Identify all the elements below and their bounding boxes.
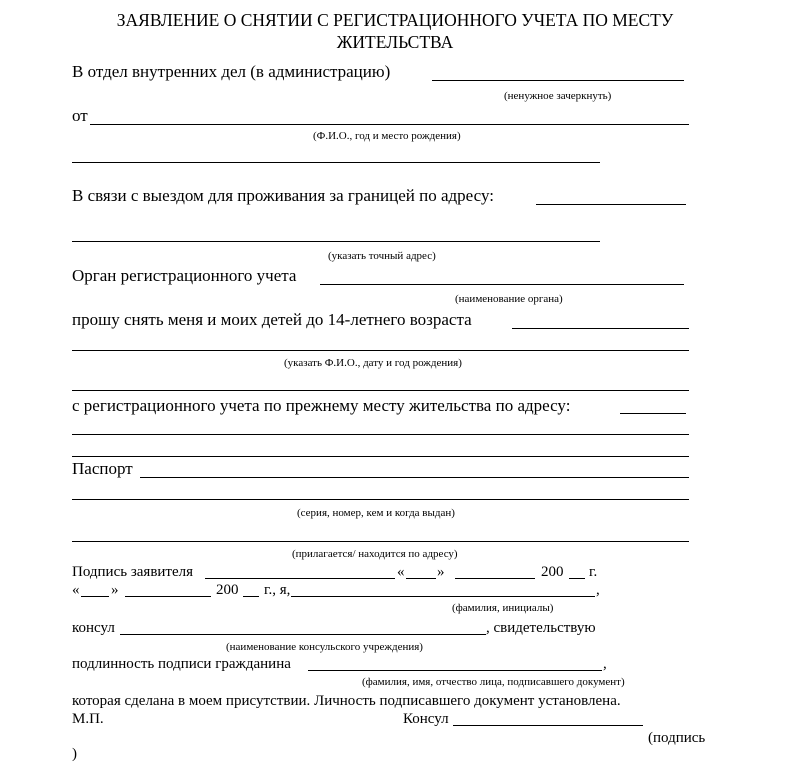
previous-address-field-line[interactable] bbox=[620, 413, 686, 414]
previous-address-field-line-3[interactable] bbox=[72, 456, 689, 457]
consulate-note: (наименование консульского учреждения) bbox=[226, 641, 423, 653]
date2-suffix: г., я, bbox=[264, 582, 291, 598]
consul-name-line[interactable] bbox=[291, 596, 595, 597]
passport-attachment-note: (прилагается/ находится по адресу) bbox=[292, 548, 458, 560]
date-day-line[interactable] bbox=[406, 578, 436, 579]
request-label: прошу снять меня и моих детей до 14-летнего возраста bbox=[72, 310, 472, 329]
date2-quote-close: » bbox=[111, 582, 119, 598]
date2-month-line[interactable] bbox=[125, 596, 211, 597]
signature-note: (подпись bbox=[648, 730, 706, 746]
year-suffix: г. bbox=[589, 564, 598, 580]
department-note: (ненужное зачеркнуть) bbox=[504, 90, 612, 102]
passport-label: Паспорт bbox=[72, 459, 133, 478]
from-label: от bbox=[72, 106, 88, 125]
passport-field-line-3[interactable] bbox=[72, 541, 689, 542]
consul-name-comma: , bbox=[596, 582, 600, 598]
previous-address-field-line-2[interactable] bbox=[72, 434, 689, 435]
consul-signature-line[interactable] bbox=[453, 725, 643, 726]
stamp-label: М.П. bbox=[72, 711, 104, 727]
date-quote-open: « bbox=[397, 564, 405, 580]
consul-label: консул bbox=[72, 620, 115, 636]
document-title-line1: ЗАЯВЛЕНИЕ О СНЯТИИ С РЕГИСТРАЦИОННОГО УЧЕТА ПО МЕСТУ bbox=[116, 10, 674, 30]
from-note: (Ф.И.О., год и место рождения) bbox=[313, 130, 461, 142]
date2-year-prefix: 200 bbox=[216, 582, 239, 598]
document-title-line2: ЖИТЕЛЬСТВА bbox=[336, 32, 454, 52]
date-month-line[interactable] bbox=[455, 578, 535, 579]
date2-year-line[interactable] bbox=[243, 596, 259, 597]
departure-note: (указать точный адрес) bbox=[328, 250, 436, 262]
certify-label: , свидетельствую bbox=[486, 620, 596, 636]
children-field-line-2[interactable] bbox=[72, 390, 689, 391]
registration-body-label: Орган регистрационного учета bbox=[72, 266, 297, 285]
departure-label: В связи с выездом для проживания за границей по адресу: bbox=[72, 186, 494, 205]
signer-name-comma: , bbox=[603, 656, 607, 672]
year-field-line[interactable] bbox=[569, 578, 585, 579]
registration-body-field-line[interactable] bbox=[320, 284, 684, 285]
departure-field-line-2[interactable] bbox=[72, 241, 600, 242]
department-label: В отдел внутренних дел (в администрацию) bbox=[72, 62, 391, 81]
applicant-signature-label: Подпись заявителя bbox=[72, 564, 194, 580]
consulate-field-line[interactable] bbox=[120, 634, 486, 635]
applicant-signature-line[interactable] bbox=[205, 578, 395, 579]
consul-signature-label: Консул bbox=[403, 711, 449, 727]
signer-note: (фамилия, имя, отчество лица, подписавшего документ) bbox=[362, 676, 625, 688]
signature-note-close: ) bbox=[72, 746, 77, 762]
year-prefix: 200 bbox=[541, 564, 564, 580]
passport-field-line[interactable] bbox=[140, 477, 689, 478]
date2-day-line[interactable] bbox=[81, 596, 109, 597]
previous-address-label: с регистрационного учета по прежнему месту жительства по адресу: bbox=[72, 396, 571, 415]
passport-field-line-2[interactable] bbox=[72, 499, 689, 500]
department-field-line[interactable] bbox=[432, 80, 684, 81]
departure-field-line[interactable] bbox=[536, 204, 686, 205]
request-note: (указать Ф.И.О., дату и год рождения) bbox=[284, 357, 462, 369]
from-field-line-2[interactable] bbox=[72, 162, 600, 163]
registration-body-note: (наименование органа) bbox=[455, 293, 563, 305]
signer-name-line[interactable] bbox=[308, 670, 602, 671]
authenticity-label: подлинность подписи гражданина bbox=[72, 656, 291, 672]
request-field-line[interactable] bbox=[512, 328, 689, 329]
presence-statement: которая сделана в моем присутствии. Личность подписавшего документ установлена. bbox=[72, 693, 621, 709]
from-field-line[interactable] bbox=[90, 124, 689, 125]
date-quote-close: » bbox=[437, 564, 445, 580]
children-field-line[interactable] bbox=[72, 350, 689, 351]
passport-note: (серия, номер, кем и когда выдан) bbox=[297, 507, 455, 519]
consul-name-note: (фамилия, инициалы) bbox=[452, 602, 554, 614]
date2-quote-open: « bbox=[72, 582, 80, 598]
